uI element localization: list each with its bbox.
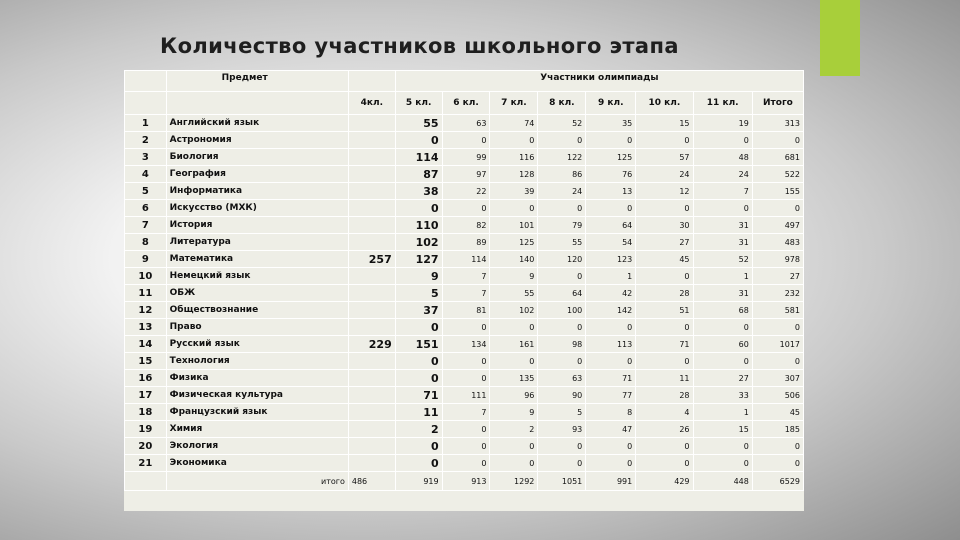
- cell-g7: 116: [490, 149, 538, 166]
- cell-g8: 24: [538, 183, 586, 200]
- cell-g8: 100: [538, 302, 586, 319]
- cell-g11: 0: [693, 455, 752, 472]
- subject-name: Физика: [166, 370, 348, 387]
- cell-g8: 0: [538, 455, 586, 472]
- cell-g4: [348, 438, 395, 455]
- cell-g6: 0: [442, 319, 490, 336]
- cell-g7: 0: [490, 319, 538, 336]
- row-number: 3: [125, 149, 167, 166]
- cell-total: 1017: [752, 336, 803, 353]
- cell-g7: 161: [490, 336, 538, 353]
- cell-g8: 120: [538, 251, 586, 268]
- cell-g10: 11: [636, 370, 693, 387]
- table-row: [125, 438, 804, 455]
- subject-name: Математика: [166, 251, 348, 268]
- table-row: [125, 353, 804, 370]
- cell-g11: 0: [693, 132, 752, 149]
- cell-g10: 51: [636, 302, 693, 319]
- cell-g10: 0: [636, 438, 693, 455]
- cell-g10: 0: [636, 200, 693, 217]
- cell-g6: 114: [442, 251, 490, 268]
- cell-g6: 0: [442, 455, 490, 472]
- cell-g8: 63: [538, 370, 586, 387]
- total-g5: 919: [395, 472, 442, 491]
- cell-g10: 57: [636, 149, 693, 166]
- cell-total: 522: [752, 166, 803, 183]
- cell-total: 497: [752, 217, 803, 234]
- row-number: 21: [125, 455, 167, 472]
- subject-name: География: [166, 166, 348, 183]
- cell-g6: 111: [442, 387, 490, 404]
- row-number: 1: [125, 115, 167, 132]
- cell-g8: 122: [538, 149, 586, 166]
- table-row: [125, 268, 804, 285]
- cell-g8: 0: [538, 200, 586, 217]
- row-number: 8: [125, 234, 167, 251]
- cell-g9: 47: [586, 421, 636, 438]
- participants-table-wrapper: [124, 70, 804, 511]
- table-row: [125, 149, 804, 166]
- cell-g4: 229: [348, 336, 395, 353]
- cell-g11: 48: [693, 149, 752, 166]
- cell-g4: [348, 353, 395, 370]
- cell-g5: 114: [395, 149, 442, 166]
- cell-g4: [348, 268, 395, 285]
- cell-g6: 0: [442, 132, 490, 149]
- cell-g10: 12: [636, 183, 693, 200]
- grade-header-7: 7 кл.: [490, 92, 538, 115]
- total-g10: 429: [636, 472, 693, 491]
- row-number: 16: [125, 370, 167, 387]
- cell-g5: 127: [395, 251, 442, 268]
- cell-g4: [348, 302, 395, 319]
- cell-g9: 0: [586, 200, 636, 217]
- cell-g4: [348, 421, 395, 438]
- table-row: [125, 404, 804, 421]
- subject-name: ОБЖ: [166, 285, 348, 302]
- cell-g11: 60: [693, 336, 752, 353]
- cell-total: 978: [752, 251, 803, 268]
- cell-g9: 64: [586, 217, 636, 234]
- grade-header-total: Итого: [752, 92, 803, 115]
- cell-g8: 0: [538, 438, 586, 455]
- cell-g7: 55: [490, 285, 538, 302]
- cell-g5: 0: [395, 200, 442, 217]
- cell-g8: 0: [538, 268, 586, 285]
- totals-label: итого: [166, 472, 348, 491]
- table-row: [125, 455, 804, 472]
- cell-g7: 2: [490, 421, 538, 438]
- cell-g11: 15: [693, 421, 752, 438]
- cell-g9: 113: [586, 336, 636, 353]
- cell-g4: [348, 319, 395, 336]
- cell-g7: 128: [490, 166, 538, 183]
- cell-total: 0: [752, 438, 803, 455]
- cell-g9: 123: [586, 251, 636, 268]
- cell-g7: 0: [490, 132, 538, 149]
- cell-g5: 37: [395, 302, 442, 319]
- subject-name: Литература: [166, 234, 348, 251]
- accent-bar: [820, 0, 860, 76]
- cell-g5: 0: [395, 319, 442, 336]
- cell-g11: 1: [693, 404, 752, 421]
- cell-g4: [348, 132, 395, 149]
- totals-row: [125, 472, 804, 491]
- cell-g8: 0: [538, 132, 586, 149]
- cell-g10: 15: [636, 115, 693, 132]
- cell-g5: 5: [395, 285, 442, 302]
- cell-g9: 77: [586, 387, 636, 404]
- cell-total: 27: [752, 268, 803, 285]
- cell-g5: 0: [395, 438, 442, 455]
- cell-g10: 0: [636, 319, 693, 336]
- cell-total: 0: [752, 353, 803, 370]
- subject-header: Предмет: [166, 71, 348, 92]
- cell-g6: 7: [442, 285, 490, 302]
- cell-g11: 0: [693, 438, 752, 455]
- cell-g7: 0: [490, 438, 538, 455]
- table-row: [125, 302, 804, 319]
- header-row-1: [125, 71, 804, 92]
- cell-g9: 142: [586, 302, 636, 319]
- cell-g5: 110: [395, 217, 442, 234]
- cell-g7: 140: [490, 251, 538, 268]
- cell-g11: 19: [693, 115, 752, 132]
- subject-name: Биология: [166, 149, 348, 166]
- table-row: [125, 166, 804, 183]
- cell-g7: 125: [490, 234, 538, 251]
- cell-g5: 9: [395, 268, 442, 285]
- cell-g5: 71: [395, 387, 442, 404]
- cell-g8: 52: [538, 115, 586, 132]
- totals-spacer: [125, 472, 167, 491]
- row-number: 20: [125, 438, 167, 455]
- grade-header-8: 8 кл.: [538, 92, 586, 115]
- cell-g5: 87: [395, 166, 442, 183]
- header-row-2: [125, 92, 804, 115]
- cell-g6: 81: [442, 302, 490, 319]
- cell-g9: 8: [586, 404, 636, 421]
- row-number: 12: [125, 302, 167, 319]
- cell-g8: 0: [538, 319, 586, 336]
- total-g6: 913: [442, 472, 490, 491]
- subject-name: Химия: [166, 421, 348, 438]
- cell-g6: 0: [442, 353, 490, 370]
- table-row: [125, 234, 804, 251]
- participants-table: [124, 70, 804, 491]
- cell-g10: 28: [636, 285, 693, 302]
- cell-g10: 0: [636, 268, 693, 285]
- cell-g7: 9: [490, 404, 538, 421]
- cell-total: 307: [752, 370, 803, 387]
- row-number: 9: [125, 251, 167, 268]
- cell-g5: 38: [395, 183, 442, 200]
- cell-g8: 86: [538, 166, 586, 183]
- cell-total: 0: [752, 455, 803, 472]
- cell-g4: [348, 234, 395, 251]
- cell-g9: 35: [586, 115, 636, 132]
- row-number: 5: [125, 183, 167, 200]
- cell-g11: 24: [693, 166, 752, 183]
- cell-g4: [348, 370, 395, 387]
- cell-g8: 98: [538, 336, 586, 353]
- cell-total: 0: [752, 132, 803, 149]
- cell-g4: [348, 404, 395, 421]
- cell-g5: 2: [395, 421, 442, 438]
- cell-g5: 0: [395, 132, 442, 149]
- subject-name: История: [166, 217, 348, 234]
- subject-name: Английский язык: [166, 115, 348, 132]
- grade-header-4: 4кл.: [348, 92, 395, 115]
- cell-g10: 27: [636, 234, 693, 251]
- grade-header-10: 10 кл.: [636, 92, 693, 115]
- cell-g9: 54: [586, 234, 636, 251]
- cell-g10: 28: [636, 387, 693, 404]
- cell-g6: 7: [442, 268, 490, 285]
- row-number: 14: [125, 336, 167, 353]
- grade-header-5: 5 кл.: [395, 92, 442, 115]
- cell-g9: 42: [586, 285, 636, 302]
- subject-name: Экология: [166, 438, 348, 455]
- total-g8: 1051: [538, 472, 586, 491]
- cell-g10: 24: [636, 166, 693, 183]
- row-number: 4: [125, 166, 167, 183]
- cell-g6: 97: [442, 166, 490, 183]
- subject-name: Экономика: [166, 455, 348, 472]
- cell-g6: 63: [442, 115, 490, 132]
- cell-g4: [348, 455, 395, 472]
- row-number: 18: [125, 404, 167, 421]
- cell-g5: 0: [395, 455, 442, 472]
- cell-g11: 7: [693, 183, 752, 200]
- cell-total: 506: [752, 387, 803, 404]
- cell-g4: [348, 387, 395, 404]
- cell-g9: 76: [586, 166, 636, 183]
- subject-name: Немецкий язык: [166, 268, 348, 285]
- cell-total: 232: [752, 285, 803, 302]
- cell-g8: 90: [538, 387, 586, 404]
- cell-total: 681: [752, 149, 803, 166]
- cell-total: 155: [752, 183, 803, 200]
- cell-g9: 0: [586, 455, 636, 472]
- cell-g11: 52: [693, 251, 752, 268]
- cell-g5: 11: [395, 404, 442, 421]
- cell-g7: 102: [490, 302, 538, 319]
- cell-g10: 45: [636, 251, 693, 268]
- cell-g10: 71: [636, 336, 693, 353]
- cell-g9: 0: [586, 438, 636, 455]
- row-number: 13: [125, 319, 167, 336]
- table-row: [125, 200, 804, 217]
- cell-g10: 4: [636, 404, 693, 421]
- table-row: [125, 251, 804, 268]
- cell-total: 0: [752, 200, 803, 217]
- row-number: 19: [125, 421, 167, 438]
- cell-g10: 30: [636, 217, 693, 234]
- cell-g8: 64: [538, 285, 586, 302]
- total-g7: 1292: [490, 472, 538, 491]
- cell-g4: [348, 217, 395, 234]
- cell-g4: [348, 166, 395, 183]
- cell-g6: 22: [442, 183, 490, 200]
- row-number: 11: [125, 285, 167, 302]
- cell-g8: 5: [538, 404, 586, 421]
- cell-g6: 0: [442, 438, 490, 455]
- cell-g11: 31: [693, 285, 752, 302]
- cell-g11: 0: [693, 353, 752, 370]
- cell-g4: [348, 149, 395, 166]
- cell-g9: 0: [586, 132, 636, 149]
- cell-g9: 0: [586, 319, 636, 336]
- row-number: 7: [125, 217, 167, 234]
- cell-g7: 0: [490, 353, 538, 370]
- cell-g8: 79: [538, 217, 586, 234]
- cell-total: 0: [752, 319, 803, 336]
- cell-g5: 55: [395, 115, 442, 132]
- subject-name: Русский язык: [166, 336, 348, 353]
- cell-total: 483: [752, 234, 803, 251]
- cell-g7: 0: [490, 200, 538, 217]
- row-number: 6: [125, 200, 167, 217]
- cell-g9: 0: [586, 353, 636, 370]
- total-g4: 486: [348, 472, 395, 491]
- cell-g10: 0: [636, 132, 693, 149]
- subject-name: Физическая культура: [166, 387, 348, 404]
- cell-g11: 27: [693, 370, 752, 387]
- cell-g5: 151: [395, 336, 442, 353]
- cell-g4: [348, 200, 395, 217]
- cell-g6: 0: [442, 200, 490, 217]
- cell-g11: 33: [693, 387, 752, 404]
- grade-header-6: 6 кл.: [442, 92, 490, 115]
- cell-g8: 93: [538, 421, 586, 438]
- cell-g7: 135: [490, 370, 538, 387]
- row-number: 15: [125, 353, 167, 370]
- cell-g8: 55: [538, 234, 586, 251]
- cell-g10: 0: [636, 455, 693, 472]
- cell-g10: 0: [636, 353, 693, 370]
- slide-title: Количество участников школьного этапа: [160, 34, 679, 58]
- cell-g11: 1: [693, 268, 752, 285]
- grade-header-11: 11 кл.: [693, 92, 752, 115]
- cell-g6: 89: [442, 234, 490, 251]
- total-total: 6529: [752, 472, 803, 491]
- table-row: [125, 217, 804, 234]
- cell-g5: 0: [395, 370, 442, 387]
- cell-g9: 71: [586, 370, 636, 387]
- cell-g9: 1: [586, 268, 636, 285]
- grade-header-9: 9 кл.: [586, 92, 636, 115]
- table-row: [125, 319, 804, 336]
- subject-name: Искусство (МХК): [166, 200, 348, 217]
- table-row: [125, 336, 804, 353]
- cell-g6: 82: [442, 217, 490, 234]
- table-row: [125, 370, 804, 387]
- total-g11: 448: [693, 472, 752, 491]
- cell-g10: 26: [636, 421, 693, 438]
- subject-name: Право: [166, 319, 348, 336]
- cell-g11: 31: [693, 234, 752, 251]
- cell-g6: 0: [442, 370, 490, 387]
- cell-g6: 99: [442, 149, 490, 166]
- cell-g7: 74: [490, 115, 538, 132]
- cell-g7: 9: [490, 268, 538, 285]
- cell-g11: 31: [693, 217, 752, 234]
- cell-g6: 7: [442, 404, 490, 421]
- cell-g6: 0: [442, 421, 490, 438]
- table-row: [125, 285, 804, 302]
- cell-total: 185: [752, 421, 803, 438]
- cell-g9: 125: [586, 149, 636, 166]
- cell-g4: [348, 285, 395, 302]
- table-row: [125, 132, 804, 149]
- subject-name: Французский язык: [166, 404, 348, 421]
- cell-g5: 102: [395, 234, 442, 251]
- subject-name: Обществознание: [166, 302, 348, 319]
- subject-name: Информатика: [166, 183, 348, 200]
- table-row: [125, 183, 804, 200]
- cell-g7: 39: [490, 183, 538, 200]
- table-row: [125, 387, 804, 404]
- cell-g6: 134: [442, 336, 490, 353]
- cell-g8: 0: [538, 353, 586, 370]
- cell-total: 313: [752, 115, 803, 132]
- cell-g5: 0: [395, 353, 442, 370]
- cell-g4: 257: [348, 251, 395, 268]
- cell-total: 45: [752, 404, 803, 421]
- cell-g7: 0: [490, 455, 538, 472]
- total-g9: 991: [586, 472, 636, 491]
- row-number: 17: [125, 387, 167, 404]
- cell-g4: [348, 115, 395, 132]
- row-number: 2: [125, 132, 167, 149]
- subject-name: Технология: [166, 353, 348, 370]
- cell-g11: 68: [693, 302, 752, 319]
- cell-g7: 96: [490, 387, 538, 404]
- table-row: [125, 421, 804, 438]
- row-number: 10: [125, 268, 167, 285]
- cell-g4: [348, 183, 395, 200]
- cell-g9: 13: [586, 183, 636, 200]
- subject-name: Астрономия: [166, 132, 348, 149]
- cell-g11: 0: [693, 200, 752, 217]
- table-row: [125, 115, 804, 132]
- cell-total: 581: [752, 302, 803, 319]
- cell-g11: 0: [693, 319, 752, 336]
- cell-g7: 101: [490, 217, 538, 234]
- participants-header: Участники олимпиады: [395, 71, 803, 92]
